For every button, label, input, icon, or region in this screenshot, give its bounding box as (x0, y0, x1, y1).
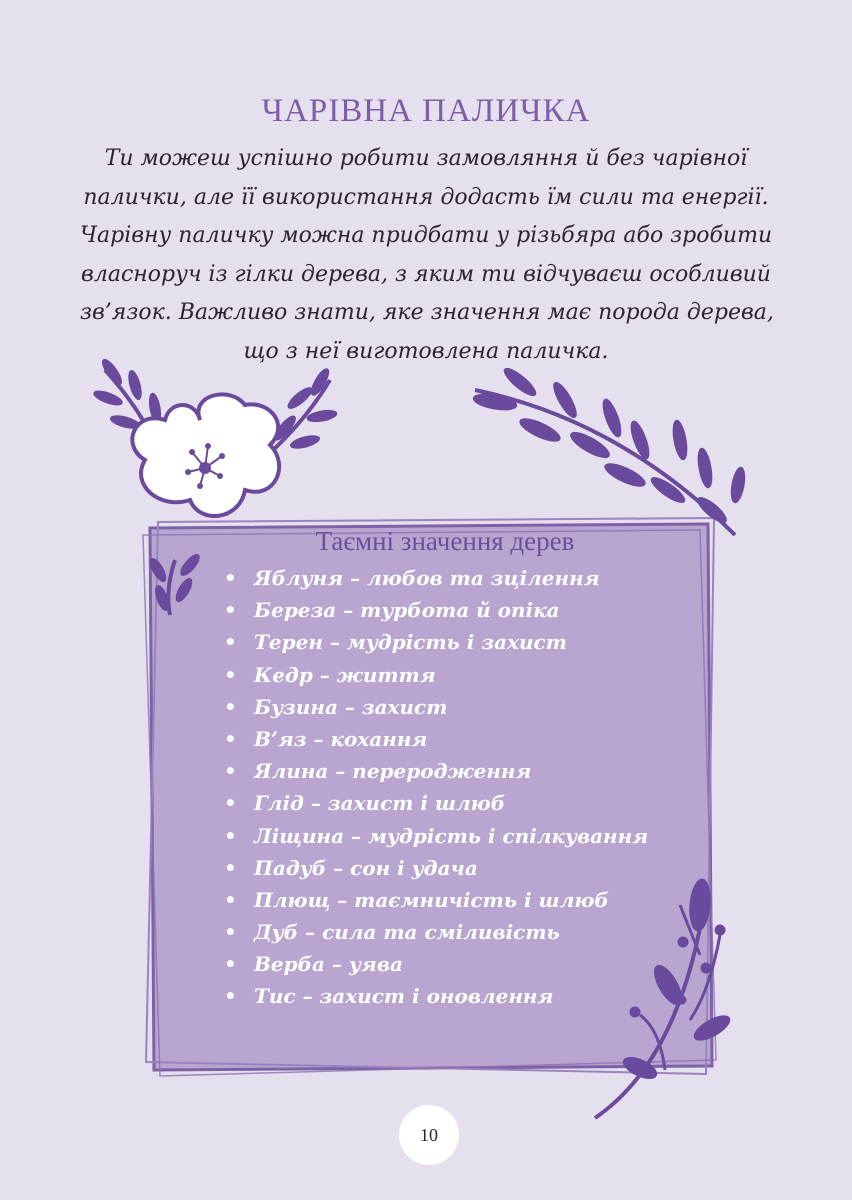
page-number: 10 (399, 1105, 459, 1165)
list-item (222, 691, 648, 723)
bullet: • (224, 759, 237, 784)
list-item-text: Глід – захист і шлюб (254, 791, 506, 816)
bullet: • (224, 823, 237, 848)
bullet: • (224, 920, 237, 945)
list-item-text: В’яз – кохання (254, 726, 428, 751)
list-item-text: Кедр – життя (254, 662, 436, 687)
list-item-text: Падуб – сон і удача (254, 855, 478, 880)
intro-line: палички, але її використання додасть їм сили та енергії. (83, 184, 769, 210)
bullet: • (224, 662, 237, 687)
list-item-text: Тис – захист і оновлення (254, 984, 554, 1009)
page-title: ЧАРІВНА ПАЛИЧКА (261, 93, 591, 129)
intro-line: зв’язок. Важливо знати, яке значення має порода дерева, (80, 300, 774, 325)
list-item-text: Верба – уява (254, 952, 403, 977)
list-item (222, 916, 648, 948)
list-item (222, 787, 648, 819)
list-item-text: Ялина – переродження (254, 759, 532, 784)
intro-line: що з неї виготовлена паличка. (243, 338, 609, 364)
list-item (222, 948, 648, 980)
bullet: • (224, 984, 237, 1009)
list-item (222, 755, 648, 787)
list-item (222, 562, 648, 594)
intro-line: Ти можеш успішно робити замовляння й без чарівної (104, 146, 748, 171)
list-item (222, 980, 648, 1012)
list-item-text: Плющ – таємничість і шлюб (254, 887, 609, 912)
bullet: • (224, 791, 237, 816)
list-item (222, 626, 648, 658)
bullet: • (224, 566, 237, 590)
list-item-text: Ліщина – мудрість і спілкування (254, 823, 649, 848)
leaf-branch-icon (472, 365, 747, 535)
bullet: • (224, 726, 237, 751)
bullet: • (224, 887, 237, 912)
list-item-text: Береза – турбота й опіка (254, 598, 560, 623)
intro-paragraph (80, 140, 772, 371)
list-item (222, 884, 648, 916)
list-item-text: Бузина – захист (254, 694, 448, 719)
bullet: • (224, 630, 237, 655)
tree-meanings-list (222, 562, 648, 1013)
intro-line: власноруч із гілки дерева, з яким ти відчуваєш особливий (81, 261, 771, 287)
bullet: • (224, 952, 237, 977)
box-title: Таємні значення дерев (315, 526, 575, 556)
bullet: • (224, 855, 237, 880)
bullet: • (224, 694, 237, 719)
list-item (222, 852, 648, 884)
list-item-text: Яблуня – любов та зцілення (254, 566, 600, 590)
list-item-text: Дуб – сила та сміливість (254, 920, 560, 945)
bullet: • (224, 598, 237, 623)
list-item (222, 820, 648, 852)
list-item (222, 659, 648, 691)
intro-line: Чарівну паличку можна придбати у різьбяра або зробити (80, 223, 773, 248)
list-item (222, 723, 648, 755)
list-item (222, 594, 648, 626)
list-item-text: Терен – мудрість і захист (254, 630, 567, 655)
